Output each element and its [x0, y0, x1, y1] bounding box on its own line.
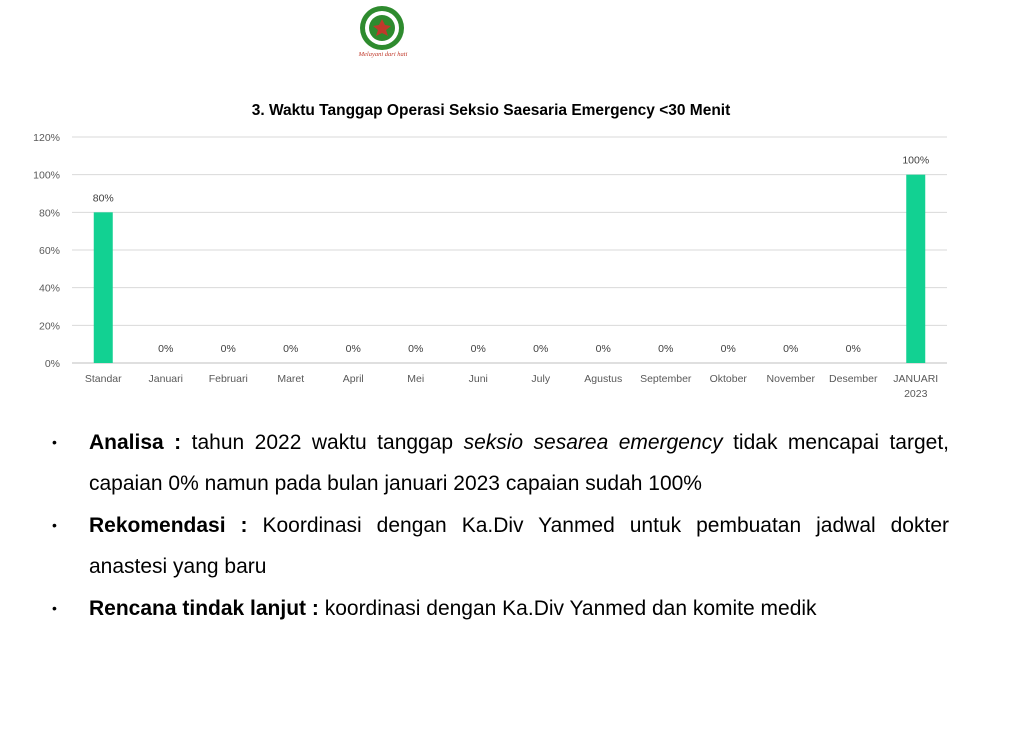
data-label: 80%	[92, 192, 114, 205]
y-tick-label: 20%	[38, 320, 60, 333]
data-label: 0%	[783, 343, 799, 355]
data-label: 0%	[408, 343, 424, 355]
data-label: 0%	[595, 343, 611, 355]
x-tick-label: JANUARI 2023	[893, 373, 939, 400]
x-tick-label: Agustus	[584, 373, 623, 385]
gridlines	[72, 137, 947, 363]
y-tick-label: 40%	[38, 282, 60, 295]
x-tick-label: Oktober	[709, 373, 747, 385]
data-label: 0%	[345, 343, 361, 355]
y-tick-label: 60%	[38, 245, 60, 257]
data-label: 0%	[845, 343, 861, 355]
bullet-italic-text: seksio sesarea emergency	[463, 431, 723, 454]
data-label: 0%	[470, 343, 486, 355]
data-label: 100%	[902, 154, 930, 167]
bullet-label: Rencana tindak lanjut :	[89, 597, 319, 620]
x-tick-label: Standar	[84, 373, 122, 385]
x-tick-label: July	[531, 373, 551, 385]
x-tick-label: April	[342, 373, 364, 385]
x-tick-label: Maret	[277, 373, 305, 385]
chart-title: 3. Waktu Tanggap Operasi Seksio Saesaria Emergency <30 Menit	[251, 102, 731, 119]
y-tick-label: 120%	[33, 132, 60, 144]
bullet-text: Koordinasi dengan Ka.Div Yanmed untuk pembuatan jadwal dokter anastesi yang baru	[89, 514, 949, 578]
x-tick-label: Januari	[148, 373, 183, 385]
y-tick-label: 100%	[33, 169, 60, 182]
data-label: 0%	[283, 343, 299, 355]
bullet-dot: •	[52, 517, 57, 533]
bars	[94, 175, 926, 363]
data-label: 0%	[158, 343, 174, 355]
data-label: 0%	[658, 343, 674, 355]
bar	[94, 212, 113, 363]
bullet-rencana	[52, 588, 949, 629]
analysis-list	[52, 422, 949, 630]
x-tick-label: November	[766, 373, 815, 385]
y-tick-label: 0%	[44, 358, 60, 370]
bullet-text: koordinasi dengan Ka.Div Yanmed dan komite medik	[318, 597, 817, 620]
logo-emblem	[360, 6, 404, 50]
x-tick-label: September	[640, 373, 692, 385]
bullet-analisa	[52, 422, 949, 504]
bullet-dot: •	[52, 600, 57, 616]
logo-motto: Melayani dari hati	[358, 51, 408, 58]
x-axis-ticks	[85, 373, 938, 400]
data-label: 0%	[533, 343, 549, 355]
bullet-text: tidak mencapai target, capaian 0% namun pada bulan januari 2023 capaian sudah 100%	[89, 431, 949, 495]
data-label: 0%	[220, 343, 236, 355]
bullet-dot: •	[52, 434, 57, 450]
data-label: 0%	[720, 343, 736, 355]
bullet-text: tahun 2022 waktu tanggap	[181, 431, 464, 454]
hospital-logo	[344, 2, 422, 60]
bar-chart	[0, 90, 1016, 410]
y-axis-ticks	[33, 132, 60, 370]
y-tick-label: 80%	[38, 207, 60, 220]
x-tick-label: Februari	[208, 373, 248, 385]
bar	[906, 175, 925, 363]
bullet-label: Analisa :	[89, 431, 182, 454]
x-tick-label: Desember	[829, 373, 878, 385]
bullet-label: Rekomendasi :	[89, 514, 248, 537]
x-tick-label: Juni	[468, 373, 488, 385]
x-tick-label: Mei	[407, 373, 425, 385]
bullet-rekomendasi	[52, 505, 949, 587]
